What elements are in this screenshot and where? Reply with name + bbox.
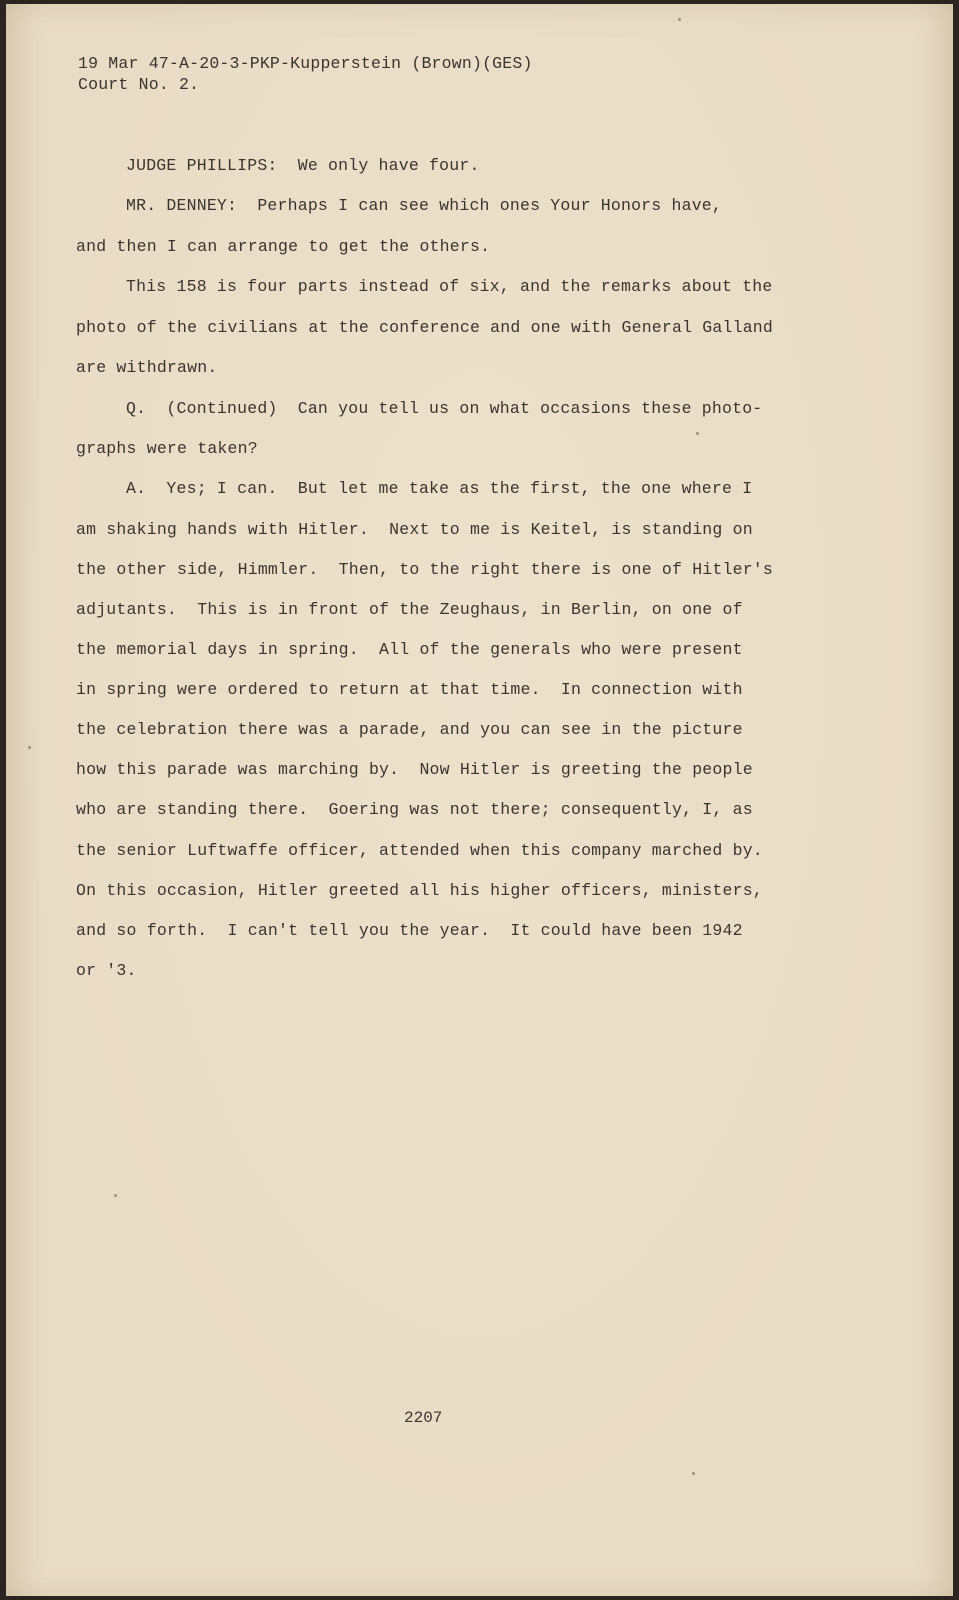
header-reference: 19 Mar 47-A-20-3-PKP-Kupperstein (Brown)(GES) <box>78 54 533 73</box>
line-question: Q. (Continued) Can you tell us on what occasions these photo- <box>126 399 763 418</box>
text-line: the other side, Himmler. Then, to the right there is one of Hitler's <box>76 560 774 579</box>
paper-speck <box>696 432 699 435</box>
text-line: and so forth. I can't tell you the year. It could have been 1942 <box>76 921 743 940</box>
paper-speck <box>692 1472 695 1475</box>
text-line: and then I can arrange to get the others. <box>76 237 491 256</box>
text-line: am shaking hands with Hitler. Next to me is Keitel, is standing on <box>76 520 753 539</box>
text-line: the celebration there was a parade, and you can see in the picture <box>76 720 743 739</box>
text-line: On this occasion, Hitler greeted all his higher officers, ministers, <box>76 881 763 900</box>
text-line: photo of the civilians at the conference and one with General Galland <box>76 318 774 337</box>
text-line: This 158 is four parts instead of six, and the remarks about the <box>126 277 773 296</box>
line-judge-phillips: JUDGE PHILLIPS: We only have four. <box>126 156 480 175</box>
text-line: the memorial days in spring. All of the generals who were present <box>76 640 743 659</box>
paper-speck <box>678 18 681 21</box>
text-line: graphs were taken? <box>76 439 258 458</box>
line-answer: A. Yes; I can. But let me take as the first, the one where I <box>126 479 753 498</box>
page-number: 2207 <box>404 1409 443 1427</box>
text-line: who are standing there. Goering was not there; consequently, I, as <box>76 800 753 819</box>
text-line: in spring were ordered to return at that time. In connection with <box>76 680 743 699</box>
line-mr-denney: MR. DENNEY: Perhaps I can see which ones Your Honors have, <box>126 196 722 215</box>
header-court: Court No. 2. <box>78 75 200 94</box>
paper-speck <box>114 1194 117 1197</box>
document-page <box>6 4 953 1596</box>
text-line: adjutants. This is in front of the Zeughaus, in Berlin, on one of <box>76 600 743 619</box>
paper-speck <box>28 746 31 749</box>
text-line: are withdrawn. <box>76 358 218 377</box>
text-line: or '3. <box>76 961 137 980</box>
text-line: the senior Luftwaffe officer, attended when this company marched by. <box>76 841 763 860</box>
text-line: how this parade was marching by. Now Hitler is greeting the people <box>76 760 753 779</box>
